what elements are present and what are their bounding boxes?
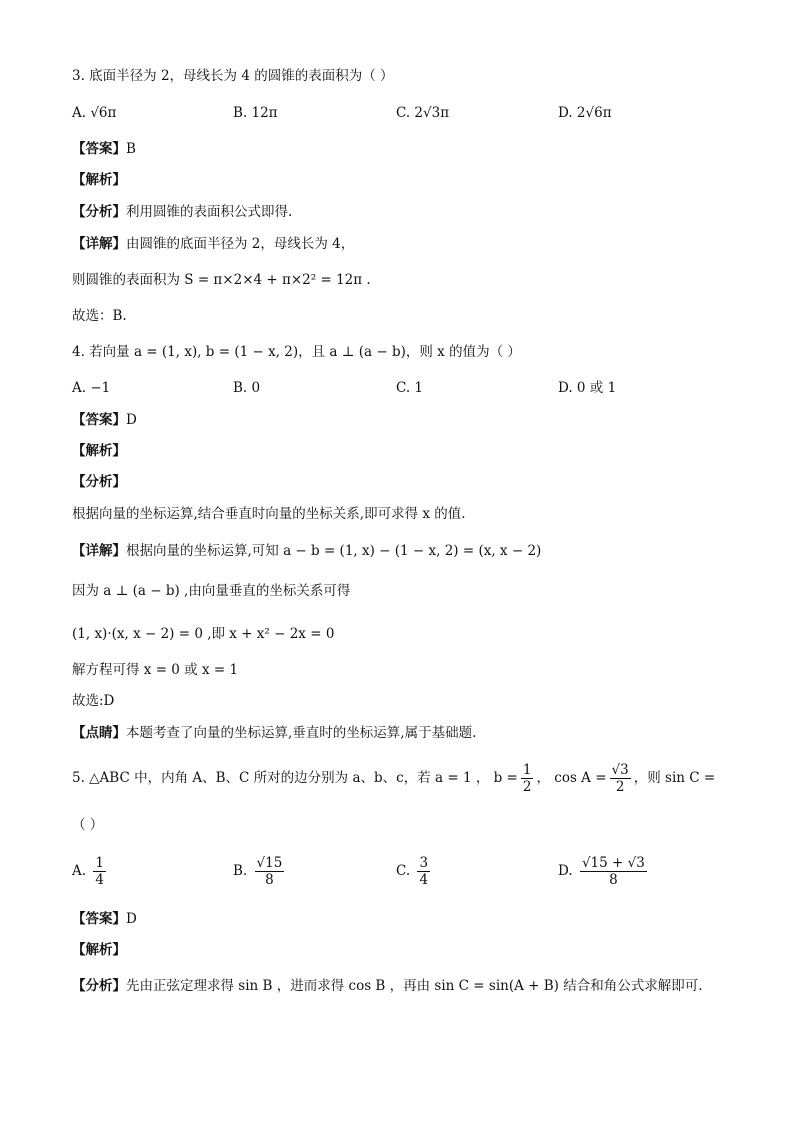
q5-option-d: [558, 855, 650, 888]
q4-dianjing: 本题考查了向量的坐标运算,垂直时的坐标运算,属于基础题.: [126, 725, 477, 741]
q4-option-c: C. 1: [396, 380, 424, 396]
analysis-tag: 【解析】: [72, 942, 126, 958]
q4-answer: D: [126, 412, 137, 428]
q4-dot-product-line: (1, x)·(x, x − 2) = 0 ,即 x + x² − 2x = 0: [72, 626, 335, 642]
q4-xiangjie: 根据向量的坐标运算,可知 a − b = (1, x) − (1 − x, 2) = (x, x − 2): [126, 543, 542, 559]
q4-stem: 4. 若向量 a = (1, x), b = (1 − x, 2)，且 a ⊥ (a − b)，则 x 的值为（ ）: [72, 344, 521, 360]
analysis-tag: 【解析】: [72, 172, 126, 188]
q3-fenxi: 利用圆锥的表面积公式即得.: [126, 204, 293, 220]
fraction-denominator: 8: [609, 872, 618, 888]
q5-stem: [72, 762, 715, 795]
answer-tag: 【答案】: [72, 412, 126, 428]
q3-option-a: A. √6π: [72, 105, 117, 121]
q4-option-b: B. 0: [233, 380, 261, 396]
q3-xiangjie: 由圆锥的底面半径为 2，母线长为 4，: [126, 236, 355, 252]
q5-cos-fraction: [610, 762, 631, 795]
option-fraction: [580, 855, 647, 888]
q3-stem: 3. 底面半径为 2，母线长为 4 的圆锥的表面积为（ ）: [72, 68, 394, 84]
q5-paren: （ ）: [72, 817, 104, 833]
q5-stem-part-a: 5. △ABC 中，内角 A、B、C 所对的边分别为 a、b、c，若 a = 1 ， b =: [72, 770, 518, 786]
q3-option-d: D. 2√6π: [558, 105, 612, 121]
q3-answer-line: [72, 140, 136, 158]
dianjing-tag: 【点睛】: [72, 725, 126, 741]
q4-answer-line: [72, 411, 137, 429]
q5-stem-part-b: ， cos A =: [536, 770, 607, 786]
q4-analysis-tag: [72, 442, 126, 460]
q5-fenxi: 先由正弦定理求得 sin B ，进而求得 cos B ，再由 sin C = sin(A + B) 结合和角公式求解即可.: [126, 978, 703, 994]
q3-option-b: B. 12π: [233, 105, 278, 121]
q5-stem-part-c: ，则 sin C =: [633, 770, 716, 786]
fenxi-tag: 【分析】: [72, 474, 126, 490]
q4-fenxi-tag-line: [72, 473, 126, 491]
xiangjie-tag: 【详解】: [72, 236, 126, 252]
option-fraction: [93, 855, 106, 888]
option-label: D.: [558, 863, 573, 879]
answer-tag: 【答案】: [72, 911, 126, 927]
option-label: C.: [396, 863, 411, 879]
q5-option-c: [396, 855, 433, 888]
fraction-numerator: √3: [611, 762, 629, 778]
q3-solution-line: 则圆锥的表面积为 S = π×2×4 + π×2² = 12π .: [72, 272, 371, 288]
fraction-numerator: 3: [419, 855, 429, 871]
fraction-denominator: 4: [419, 872, 429, 888]
fraction-denominator: 2: [522, 779, 532, 795]
fraction-numerator: √15: [256, 855, 283, 871]
option-label: B.: [233, 863, 248, 879]
q5-fenxi-line: [72, 977, 703, 995]
q4-fenxi: 根据向量的坐标运算,结合垂直时向量的坐标关系,即可求得 x 的值.: [72, 506, 466, 522]
answer-tag: 【答案】: [72, 141, 126, 157]
option-fraction: [417, 855, 430, 888]
q5-answer: D: [126, 911, 137, 927]
q3-answer: B: [126, 141, 136, 157]
fenxi-tag: 【分析】: [72, 204, 126, 220]
q4-xiangjie-line: [72, 542, 541, 560]
q4-conclusion: 故选:D: [72, 693, 115, 709]
q4-perp-line: 因为 a ⊥ (a − b) ,由向量垂直的坐标关系可得: [72, 583, 351, 599]
fraction-denominator: 4: [95, 872, 104, 888]
fraction-denominator: 2: [615, 779, 625, 795]
q3-xiangjie-line: [72, 235, 354, 253]
q3-analysis-tag: [72, 171, 126, 189]
fraction-numerator: √15 + √3: [581, 855, 645, 871]
fraction-numerator: 1: [522, 762, 532, 778]
q3-conclusion: 故选：B.: [72, 308, 127, 324]
q4-option-a: A. −1: [72, 380, 111, 396]
option-fraction: [255, 855, 285, 888]
q3-option-c: C. 2√3π: [396, 105, 450, 121]
fenxi-tag: 【分析】: [72, 978, 126, 994]
q4-dianjing-line: [72, 724, 476, 742]
q4-solve-line: 解方程可得 x = 0 或 x = 1: [72, 662, 239, 678]
q5-option-a: [72, 855, 109, 888]
q5-b-fraction: [521, 762, 534, 795]
q5-answer-line: [72, 910, 137, 928]
q4-option-d: D. 0 或 1: [558, 380, 617, 396]
option-label: A.: [72, 863, 87, 879]
fraction-numerator: 1: [95, 855, 104, 871]
q5-analysis-tag: [72, 941, 126, 959]
analysis-tag: 【解析】: [72, 443, 126, 459]
q5-option-b: [233, 855, 287, 888]
fraction-denominator: 8: [265, 872, 274, 888]
xiangjie-tag: 【详解】: [72, 543, 126, 559]
q3-fenxi-line: [72, 203, 292, 221]
